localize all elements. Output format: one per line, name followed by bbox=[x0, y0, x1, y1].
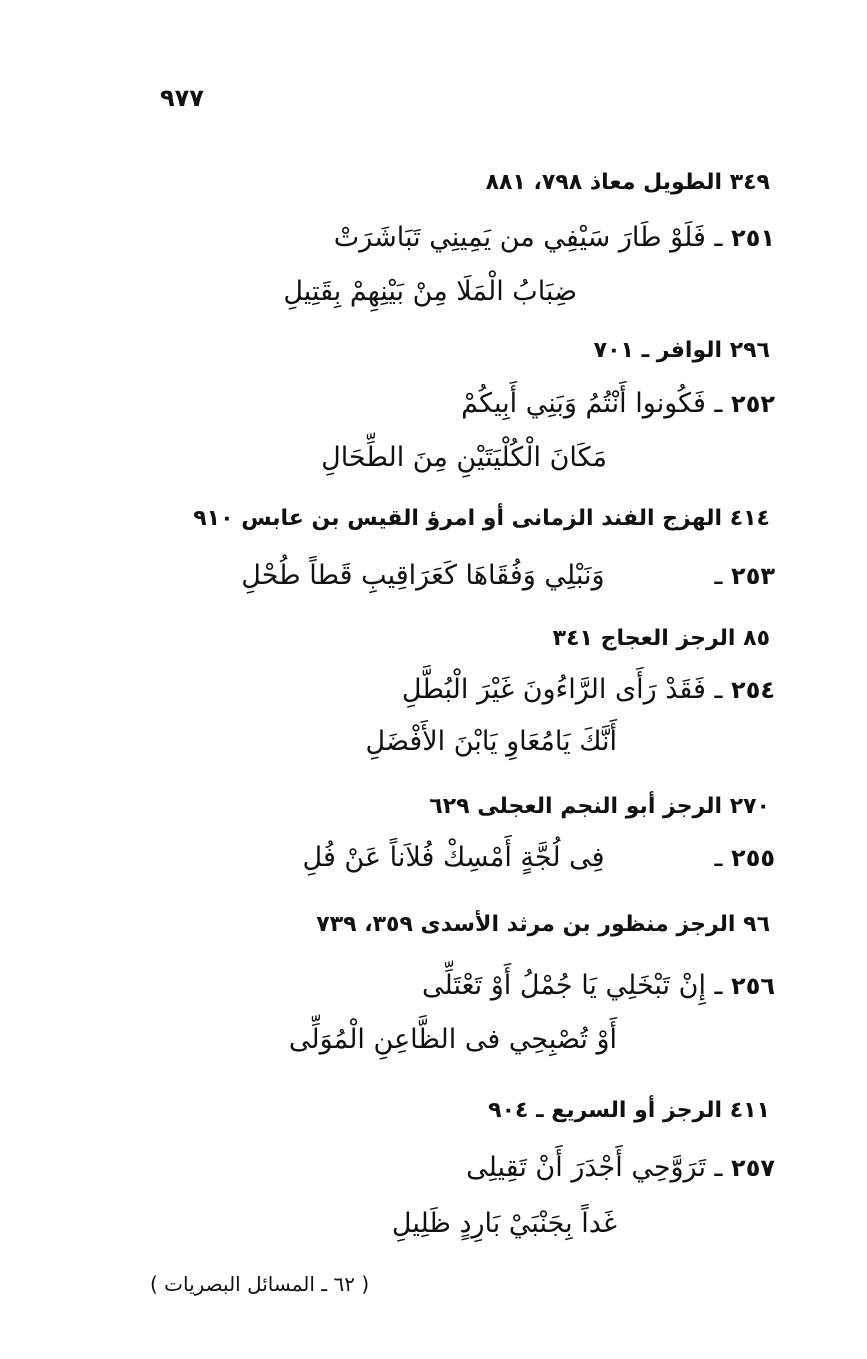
verse-number: ٢٥٧ bbox=[731, 1154, 775, 1182]
verse-source: ٤١١ الرجز أو السريع ـ ٩٠٤ bbox=[488, 1098, 770, 1123]
verse-text: فَكُونوا أَنْتُمُ وَبَنِي أَبِيكُمْ bbox=[461, 388, 706, 419]
verse-line-second: غَداً بِجَنْبَيْ بَارِدٍ ظَلِيلِ bbox=[391, 1208, 617, 1239]
verse-source: ٣٤٩ الطويل معاذ ٧٩٨، ٨٨١ bbox=[485, 170, 770, 195]
verse-text: إِنْ تَبْخَلِي يَا جُمْلُ أَوْ تَعْتَلِّى bbox=[422, 970, 706, 1001]
verse-line-second: أَنَّكَ يَامُعَاوِ يَابْنَ الأَفْضَلِ bbox=[365, 726, 617, 757]
verse-number: ٢٥٥ bbox=[731, 844, 775, 872]
verse-line-second: أَوْ تُصْبِحِي فى الظَّاعِنِ الْمُوَلِّى bbox=[288, 1024, 617, 1055]
verse-source: ٩٦ الرجز منظور بن مرثد الأسدى ٣٥٩، ٧٣٩ bbox=[316, 912, 770, 937]
verse-line: ٢٥١ ـ فَلَوْ طَارَ سَيْفِي من يَمِينِي تَبَاشَرَتْ bbox=[333, 222, 775, 253]
verse-text: فَقَدْ رَأَى الرَّاءُونَ غَيْرَ الْبُطَّلِ bbox=[401, 674, 706, 705]
verse-number: ٢٥٣ bbox=[731, 562, 775, 590]
verse-line: ٢٥٥ ـفِى لُجَّةٍ أَمْسِكْ فُلاَناً عَنْ فُلِ bbox=[302, 842, 775, 873]
verse-text: فَلَوْ طَارَ سَيْفِي من يَمِينِي تَبَاشَرَتْ bbox=[333, 222, 706, 253]
verse-line: ٢٥٧ ـ تَرَوَّحِي أَجْدَرَ أَنْ تَقِيلِى bbox=[466, 1152, 775, 1183]
verse-number: ٢٥٤ bbox=[731, 676, 775, 704]
verse-line: ٢٥٣ ـوَنَبْلِي وَفُقَاهَا كَعَرَاقِيبِ قَطاً طُحْلِ bbox=[241, 560, 775, 591]
verse-source: ٨٥ الرجز العجاج ٣٤١ bbox=[552, 626, 770, 651]
verse-line-second: ضِبَابُ الْمَلَا مِنْ بَيْنِهِمْ بِقَتِيلِ bbox=[283, 276, 577, 307]
verse-text: وَنَبْلِي وَفُقَاهَا كَعَرَاقِيبِ قَطاً طُحْلِ bbox=[241, 560, 605, 591]
verse-source: ٤١٤ الهزج الفند الزمانى أو امرؤ القيس بن عابس ٩١٠ bbox=[193, 506, 770, 531]
verse-text: فِى لُجَّةٍ أَمْسِكْ فُلاَناً عَنْ فُلِ bbox=[302, 842, 605, 873]
verse-line: ٢٥٦ ـ إِنْ تَبْخَلِي يَا جُمْلُ أَوْ تَعْتَلِّى bbox=[422, 970, 775, 1001]
verse-source: ٢٧٠ الرجز أبو النجم العجلى ٦٢٩ bbox=[429, 794, 770, 819]
verse-line: ٢٥٤ ـ فَقَدْ رَأَى الرَّاءُونَ غَيْرَ الْبُطَّلِ bbox=[401, 674, 775, 705]
verse-number: ٢٥٦ bbox=[731, 972, 775, 1000]
verse-number: ٢٥١ bbox=[731, 224, 775, 252]
verse-line: ٢٥٢ ـ فَكُونوا أَنْتُمُ وَبَنِي أَبِيكُمْ bbox=[461, 388, 775, 419]
verse-line-second: مَكَانَ الْكُلْيَتَيْنِ مِنَ الطِّحَالِ bbox=[321, 442, 607, 473]
verse-number: ٢٥٢ bbox=[731, 390, 775, 418]
verse-source: ٢٩٦ الوافر ـ ٧٠١ bbox=[593, 338, 770, 363]
page-footer: ( ٦٢ ـ المسائل البصريات ) bbox=[150, 1272, 370, 1296]
verse-text: تَرَوَّحِي أَجْدَرَ أَنْ تَقِيلِى bbox=[466, 1152, 706, 1183]
page-number: ٩٧٧ bbox=[160, 84, 204, 112]
